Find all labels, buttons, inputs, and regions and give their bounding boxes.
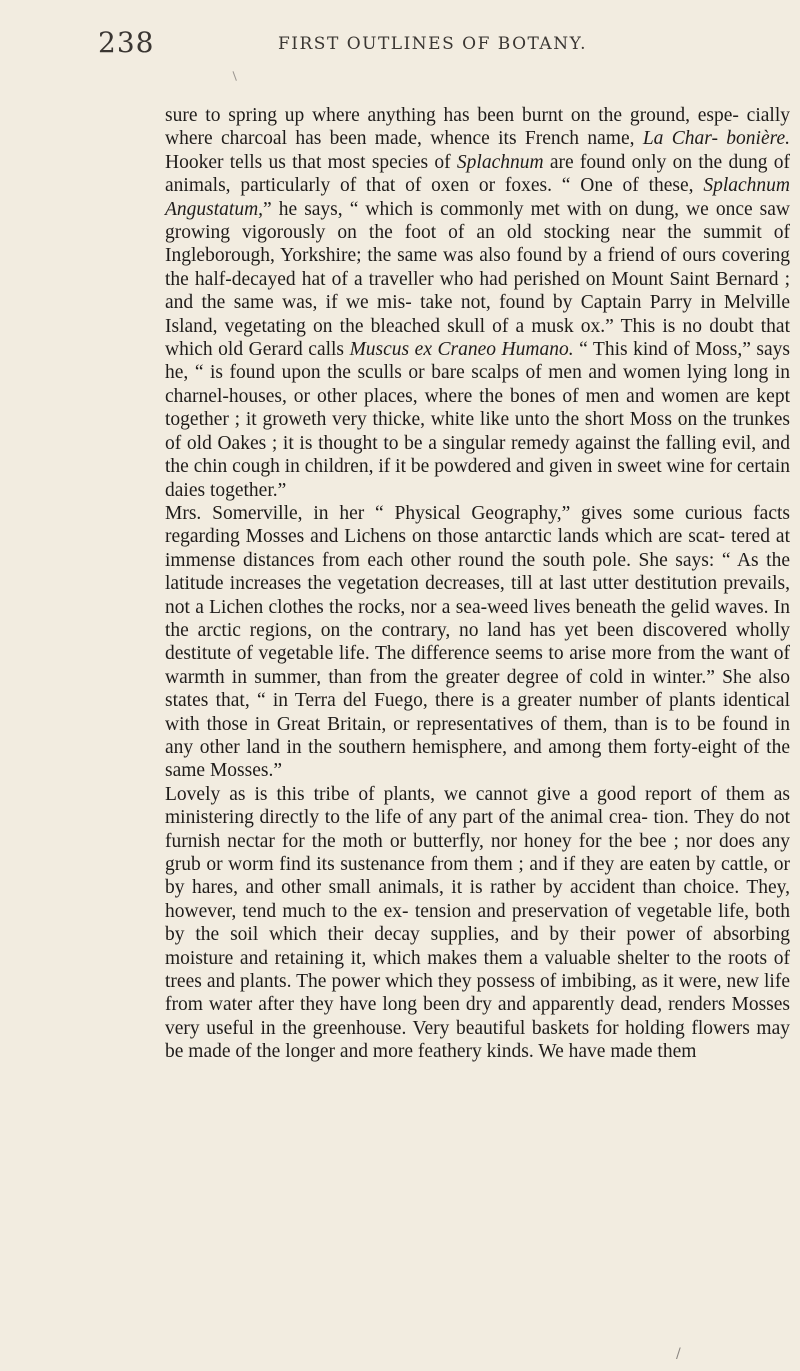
text-segment: ” he says, “ which is commonly met with on dung, we once saw growing vigorously on the foot of an old stocking near the summit of Ingleborough, Yorkshire; the same was also found by a friend of ours covering the half-decayed hat of a traveller who had perished on Mount Saint Bernard ; and the same was, if we mis- take not, found by Captain Parry in Melville Island, vegetating on the bleached skull of a musk ox.” This is no doubt that which old Gerard calls [165,198,790,361]
italic-text-segment: Splachnum Angustatum, [165,175,790,220]
text-segment: Mrs. Somerville, in her “ Physical Geography,” gives some curious facts regarding Mosses and Lichens on those antarctic lands which are scat- tered at immense distances from each other round the south pole. She says: “ As the latitude increases the vegetation decreases, till at last utter destitution prevails, not a Lichen clothes the rocks, nor a sea-weed lives beneath the gelid waves. In the arctic regions, on the contrary, no land has yet been discovered wholly destitute of vegetable life. The difference seems to arise more from the want of warmth in summer, than from the greater degree of cold in winter.” She also states that, “ in Terra del Fuego, there is a greater number of plants identical with those in Great Britain, or representatives of them, than is to be found in any other land in the southern hemisphere, and among them forty-eight of the same Mosses.” [165,502,790,782]
stray-mark: / [676,1346,681,1362]
italic-text-segment: La Char- bonière. [642,128,791,150]
running-title: FIRST OUTLINES OF BOTANY. [278,34,588,54]
paragraph [165,104,790,502]
italic-text-segment: Splachnum [456,151,544,173]
text-segment: Hooker tells us that most species of [165,151,457,173]
paragraph [165,502,790,783]
text-segment: sure to spring up where anything has been burnt on the ground, espe- cially where charcoal has been made, whence its French name, [165,105,790,150]
text-segment: Lovely as is this tribe of plants, we cannot give a good report of them as ministering directly to the life of any part of the animal crea- tion. They do not furnish nectar for the moth or butterfly, nor honey for the bee ; nor does any grub or worm find its sustenance from them ; and if they are eaten by cattle, or by hares, and other small animals, it is rather by accident than choice. They, however, tend much to the ex- tension and preservation of vegetable life, both by the soil which their decay supplies, and by their power of absorbing moisture and retaining it, which makes them a valuable shelter to the roots of trees and plants. The power which they possess of imbibing, as it were, new life from water after they have long been dry and apparently dead, renders Mosses very useful in the greenhouse. Very beautiful baskets for holding flowers may be made of the longer and more feathery kinds. We have made them [165,783,790,1063]
margin-tick-mark [233,69,243,81]
text-segment: “ This kind of Moss,” says he, “ is found upon the sculls or bare scalps of men and women lying long in charnel-houses, or other places, where the bones of men and women are kept together ; it groweth very thicke, white like unto the short Moss on the trunkes of old Oakes ; it is thought to be a singular remedy against the falling evil, and the chin cough in children, if it be powdered and given in sweet wine for certain daies together.” [165,339,791,501]
running-head [0,26,800,66]
text-segment: are found only on the dung of animals, particularly of that of oxen or foxes. “ One of these, [165,151,790,197]
body-text [165,104,790,1064]
page-number: 238 [98,26,155,59]
paragraph [165,783,790,1064]
italic-text-segment: Muscus ex Craneo Humano. [349,339,574,361]
